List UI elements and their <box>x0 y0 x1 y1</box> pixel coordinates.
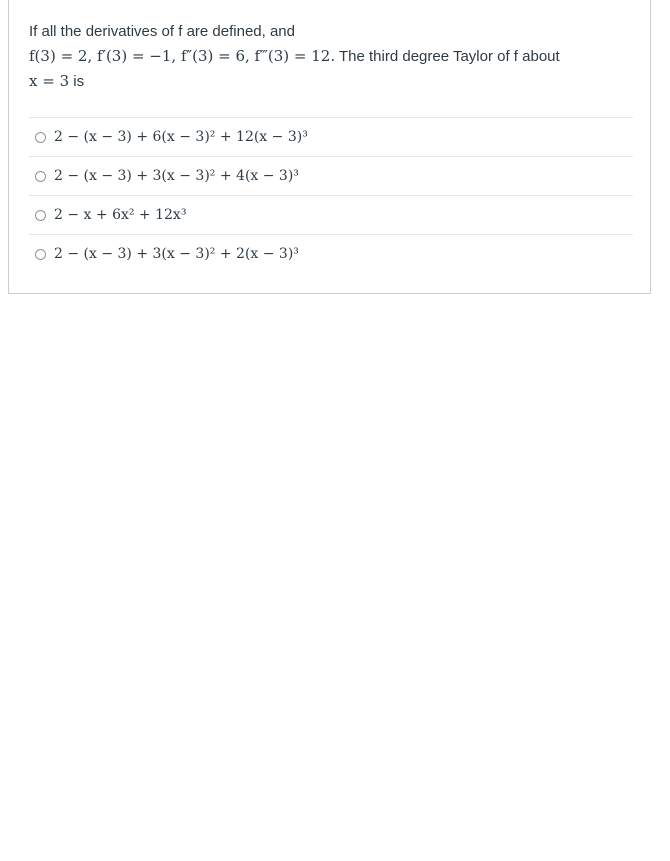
answer-label[interactable]: 2 − x + 6x² + 12x³ <box>54 207 187 223</box>
question-line-1: If all the derivatives of f are defined, and <box>29 23 295 40</box>
answer-option-3[interactable] <box>29 195 633 234</box>
question-card <box>8 0 651 294</box>
radio-button[interactable] <box>35 171 46 182</box>
question-line-3 <box>29 69 639 94</box>
question-text <box>29 20 639 94</box>
answer-option-2[interactable] <box>29 156 633 195</box>
answer-option-1[interactable] <box>29 117 633 156</box>
answer-list <box>29 117 633 273</box>
radio-button[interactable] <box>35 210 46 221</box>
question-line-3-text: is <box>69 73 85 90</box>
expansion-point-math: x = 3 <box>29 72 70 90</box>
answer-option-4[interactable] <box>29 234 633 273</box>
answer-label[interactable]: 2 − (x − 3) + 3(x − 3)² + 2(x − 3)³ <box>54 246 299 262</box>
radio-button[interactable] <box>35 132 46 143</box>
answer-label[interactable]: 2 − (x − 3) + 3(x − 3)² + 4(x − 3)³ <box>54 168 299 184</box>
answer-label[interactable]: 2 − (x − 3) + 6(x − 3)² + 12(x − 3)³ <box>54 129 308 145</box>
question-line-2-text: The third degree Taylor of f about <box>335 48 560 65</box>
derivative-values-math: f(3) = 2, f′(3) = −1, f″(3) = 6, f‴(3) = 12. <box>29 47 336 65</box>
radio-button[interactable] <box>35 249 46 260</box>
question-line-2 <box>29 44 639 69</box>
